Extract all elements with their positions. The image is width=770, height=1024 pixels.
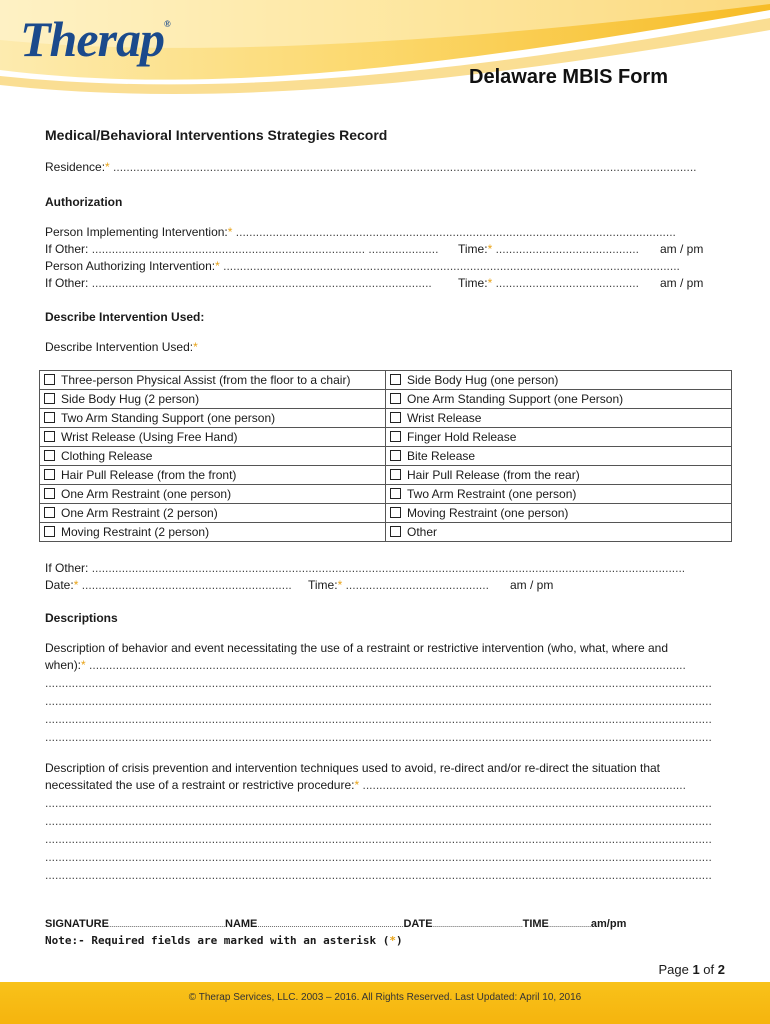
q2-dotted-line[interactable]: ........................................................................................................................................................................................................	[45, 814, 712, 828]
signature-row[interactable]: SIGNATURE..........................................................NAME.........................................................................DATE.............................................TIME.....................am/pm	[45, 918, 627, 930]
checklist-row	[40, 504, 732, 523]
authorizing-label: Person Authorizing Intervention:	[45, 259, 216, 273]
required-asterisk: *	[73, 578, 79, 592]
checklist-item[interactable]	[386, 428, 732, 447]
if-other-label: If Other:	[45, 561, 89, 575]
sig-date-label: DATE	[403, 918, 433, 930]
required-note	[45, 934, 403, 947]
checklist-row	[40, 428, 732, 447]
checklist-item[interactable]	[40, 504, 386, 523]
time-label: Time:	[308, 578, 338, 592]
checklist-item[interactable]	[40, 466, 386, 485]
note-suffix: )	[396, 934, 403, 947]
intervention-time-field[interactable]: Time:* ...........................................	[308, 578, 489, 592]
checkbox[interactable]	[44, 469, 55, 480]
authorization-title: Authorization	[45, 195, 123, 209]
implementing-label: Person Implementing Intervention:	[45, 225, 228, 239]
checkbox-label: Bite Release	[407, 449, 476, 463]
checkbox-label: Hair Pull Release (from the front)	[61, 468, 237, 482]
date-field[interactable]: Date:* ...............................................................	[45, 578, 292, 592]
q1-field[interactable]: when):* ...................................................................................................................................................................................	[45, 658, 686, 672]
logo-text: Therap	[20, 11, 164, 67]
checkbox[interactable]	[44, 393, 55, 404]
required-asterisk: *	[227, 225, 233, 239]
form-title: Delaware MBIS Form	[469, 66, 668, 88]
checklist-item[interactable]	[386, 447, 732, 466]
checkbox-label: Moving Restraint (one person)	[407, 506, 569, 520]
if-other-label: If Other:	[45, 276, 89, 290]
checkbox[interactable]	[44, 526, 55, 537]
checklist-item[interactable]	[40, 409, 386, 428]
section-title: Medical/Behavioral Interventions Strategies Record	[45, 127, 388, 143]
checkbox[interactable]	[390, 526, 401, 537]
q1-dotted-line[interactable]: ........................................................................................................................................................................................................	[45, 676, 712, 690]
intervention-ampm: am / pm	[510, 578, 554, 592]
required-asterisk: *	[193, 340, 198, 354]
required-asterisk: *	[215, 259, 220, 273]
q1-line1: Description of behavior and event necessitating the use of a restraint or restrictive intervention (who, what, where and	[45, 641, 668, 655]
checklist-item[interactable]	[40, 523, 386, 542]
checklist-item[interactable]	[386, 390, 732, 409]
signature-label: SIGNATURE	[45, 918, 109, 930]
checkbox[interactable]	[390, 431, 401, 442]
q1-dotted-line[interactable]: ........................................................................................................................................................................................................	[45, 694, 712, 708]
q2-field[interactable]: necessitated the use of a restraint or restrictive procedure:* .................................................................................................	[45, 778, 686, 792]
checkbox-label: Hair Pull Release (from the rear)	[407, 468, 580, 482]
checkbox-label: One Arm Standing Support (one Person)	[407, 392, 624, 406]
page-current: 1	[692, 962, 700, 977]
implementing-field[interactable]: Person Implementing Intervention:* ....................................................................................................................................	[45, 225, 676, 239]
required-asterisk: *	[337, 578, 343, 592]
q2-line2: necessitated the use of a restraint or restrictive procedure:	[45, 778, 355, 792]
checklist-row	[40, 409, 732, 428]
trademark-mark: ®	[164, 19, 170, 29]
checkbox[interactable]	[44, 374, 55, 385]
time-field-2[interactable]: Time:* ...........................................	[458, 276, 639, 290]
ampm-2: am / pm	[660, 276, 704, 290]
checkbox[interactable]	[390, 450, 401, 461]
checkbox[interactable]	[44, 431, 55, 442]
intervention-label-text: Describe Intervention Used:	[45, 340, 194, 354]
checkbox[interactable]	[390, 488, 401, 499]
checklist-row	[40, 485, 732, 504]
time-field-1[interactable]: Time:* ...........................................	[458, 242, 639, 256]
checkbox-label: Two Arm Standing Support (one person)	[61, 411, 276, 425]
footer-bar	[0, 982, 770, 1024]
q2-dotted-line[interactable]: ........................................................................................................................................................................................................	[45, 850, 712, 864]
q1-dotted-line[interactable]: ........................................................................................................................................................................................................	[45, 730, 712, 744]
q2-dotted-line[interactable]: ........................................................................................................................................................................................................	[45, 796, 712, 810]
checkbox-label: Two Arm Restraint (one person)	[407, 487, 577, 501]
checkbox-label: Side Body Hug (one person)	[407, 373, 559, 387]
checkbox-label: Wrist Release (Using Free Hand)	[61, 430, 238, 444]
checklist-item[interactable]	[386, 409, 732, 428]
checklist-item[interactable]	[40, 447, 386, 466]
checklist-item[interactable]	[386, 371, 732, 390]
checkbox-label: Wrist Release	[407, 411, 482, 425]
ampm-1: am / pm	[660, 242, 704, 256]
q2-line1: Description of crisis prevention and intervention techniques used to avoid, re-direct and/or re-direct the situation that	[45, 761, 660, 775]
checkbox[interactable]	[390, 412, 401, 423]
time-label: Time:	[458, 276, 488, 290]
checkbox[interactable]	[44, 412, 55, 423]
checklist-item[interactable]	[40, 428, 386, 447]
checkbox-label: Moving Restraint (2 person)	[61, 525, 210, 539]
checkbox-label: Three-person Physical Assist (from the floor to a chair)	[61, 373, 351, 387]
q1-dotted-line[interactable]: ........................................................................................................................................................................................................	[45, 712, 712, 726]
residence-label: Residence:	[45, 160, 106, 174]
q1-line2: when):	[45, 658, 82, 672]
required-asterisk: *	[81, 658, 86, 672]
if-other-label: If Other:	[45, 242, 89, 256]
note-prefix: Note:- Required fields are marked with an asterisk (	[45, 934, 390, 947]
if-other-row-1[interactable]: If Other: .................................................................................. .....................	[45, 242, 439, 256]
intervention-label	[45, 340, 198, 354]
if-other-row-2[interactable]: If Other: ......................................................................................................	[45, 276, 432, 290]
authorizing-field[interactable]: Person Authorizing Intervention:* .........................................................................................................................................	[45, 259, 680, 273]
checklist-row	[40, 466, 732, 485]
intervention-if-other-field[interactable]: If Other: ..................................................................................................................................................................................	[45, 561, 686, 575]
checkbox-label: Finger Hold Release	[407, 430, 517, 444]
checklist-row	[40, 390, 732, 409]
date-label: Date:	[45, 578, 74, 592]
descriptions-title: Descriptions	[45, 611, 118, 625]
required-asterisk: *	[389, 934, 396, 947]
required-asterisk: *	[487, 242, 493, 256]
checklist-item[interactable]	[40, 390, 386, 409]
checklist-row	[40, 447, 732, 466]
page-label: Page	[658, 962, 689, 977]
checkbox-label: Other	[407, 525, 438, 539]
q2-dotted-line[interactable]: ........................................................................................................................................................................................................	[45, 832, 712, 846]
required-asterisk: *	[354, 778, 360, 792]
checkbox[interactable]	[390, 374, 401, 385]
checklist-item[interactable]	[386, 466, 732, 485]
checkbox-label: Side Body Hug (2 person)	[61, 392, 200, 406]
q2-dotted-line[interactable]: ........................................................................................................................................................................................................	[45, 868, 712, 882]
page-total: 2	[717, 962, 725, 977]
time-label: Time:	[458, 242, 488, 256]
sig-ampm: am/pm	[590, 918, 627, 930]
checkbox[interactable]	[44, 507, 55, 518]
page-number	[658, 962, 725, 977]
required-asterisk: *	[105, 160, 110, 174]
checkbox[interactable]	[44, 450, 55, 461]
checklist-item[interactable]	[40, 371, 386, 390]
checklist-item[interactable]	[40, 485, 386, 504]
checklist-item[interactable]	[386, 504, 732, 523]
intervention-title: Describe Intervention Used:	[45, 310, 205, 324]
footer-copyright: © Therap Services, LLC. 2003 – 2016. All Rights Reserved. Last Updated: April 10, 2016	[188, 992, 582, 1003]
checkbox[interactable]	[390, 393, 401, 404]
checklist-row	[40, 523, 732, 542]
checklist-item[interactable]	[386, 485, 732, 504]
checkbox-label: One Arm Restraint (2 person)	[61, 506, 218, 520]
sig-time-label: TIME	[522, 918, 549, 930]
name-label: NAME	[225, 918, 258, 930]
intervention-checklist	[39, 370, 732, 542]
checkbox[interactable]	[390, 469, 401, 480]
checkbox-label: One Arm Restraint (one person)	[61, 487, 232, 501]
residence-field[interactable]: Residence:* ...............................................................................................................................................................................	[45, 160, 697, 174]
checkbox[interactable]	[44, 488, 55, 499]
checkbox-label: Clothing Release	[61, 449, 153, 463]
checkbox[interactable]	[390, 507, 401, 518]
therap-logo	[20, 11, 170, 67]
checklist-item[interactable]	[386, 523, 732, 542]
page-of: of	[703, 962, 715, 977]
checklist-row	[40, 371, 732, 390]
required-asterisk: *	[487, 276, 493, 290]
